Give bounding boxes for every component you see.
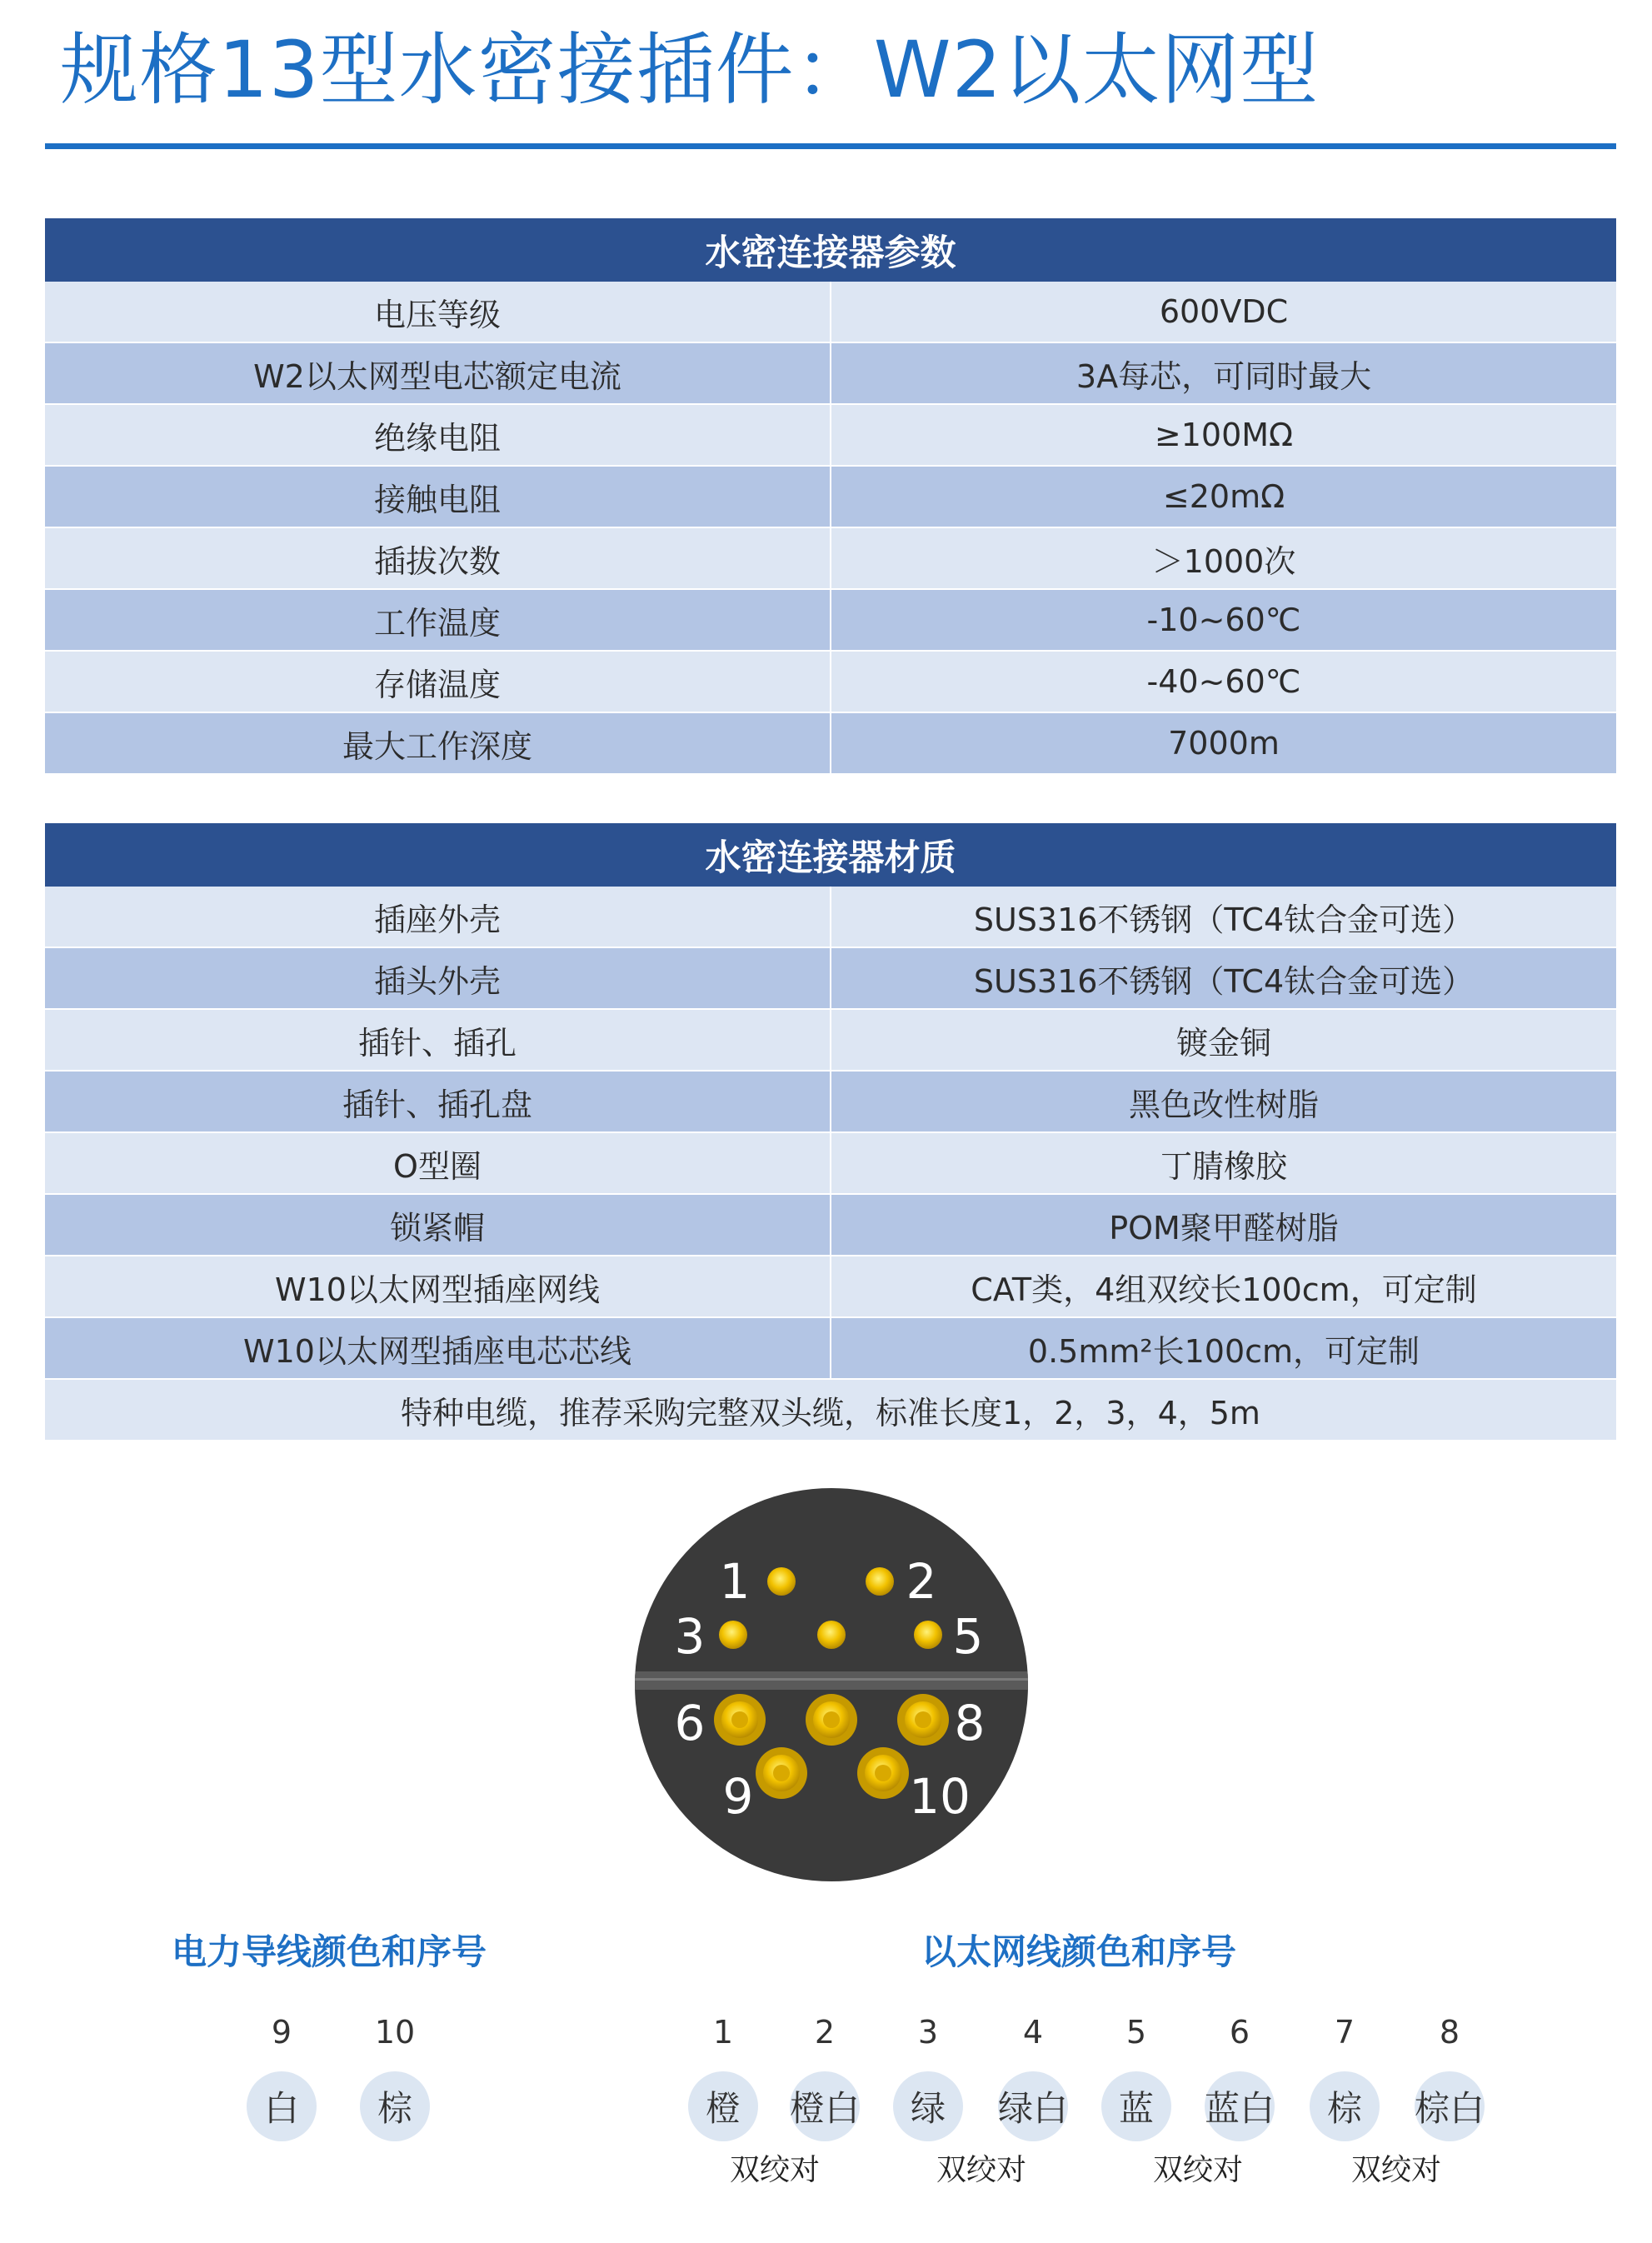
param-label: 绝缘电阻: [45, 405, 831, 465]
socket-6: [714, 1694, 766, 1746]
param-label: W2以太网型电芯额定电流: [45, 343, 831, 403]
param-value: 600VDC: [1159, 293, 1289, 330]
socket-7: [806, 1694, 857, 1746]
table-row: [45, 712, 1616, 773]
material-label: 锁紧帽: [45, 1195, 831, 1255]
wire-color-badge: 蓝: [1101, 2071, 1171, 2141]
table-row: [45, 403, 1616, 465]
cable-note: 特种电缆，推荐采购完整双头缆，标准长度1，2，3，4，5m: [401, 1394, 1260, 1431]
table-row: [45, 947, 1616, 1008]
param-label: 插拔次数: [45, 528, 831, 588]
twisted-pair-label: 双绞对: [729, 2153, 820, 2187]
table-row: [45, 282, 1616, 342]
wire-color-badge: 橙: [688, 2071, 758, 2141]
param-value: 3A每芯，可同时最大: [1076, 357, 1372, 395]
param-value: ≥100MΩ: [1154, 417, 1294, 453]
material-table-header: 水密连接器材质: [45, 823, 1616, 887]
ethernet-wire-item: [893, 2010, 963, 2141]
table-row: [45, 1131, 1616, 1193]
twisted-pair-label: 双绞对: [936, 2153, 1026, 2187]
material-label: W10以太网型插座电芯芯线: [45, 1318, 831, 1378]
wire-number: 10: [374, 2014, 416, 2051]
wire-number: 1: [712, 2014, 734, 2051]
table-row: [45, 1008, 1616, 1070]
ethernet-wire-item: [1415, 2010, 1485, 2141]
wire-color-badge: 绿: [893, 2071, 963, 2141]
twisted-pair-label: 双绞对: [1152, 2153, 1243, 2187]
wire-color-badge: 棕白: [1415, 2071, 1485, 2141]
power-wire-item: [247, 2010, 317, 2141]
wire-number: 6: [1229, 2014, 1250, 2051]
pin-1: [767, 1567, 796, 1596]
table-row: [45, 527, 1616, 588]
table-row: [45, 650, 1616, 712]
wire-number: 3: [917, 2014, 939, 2051]
material-value: SUS316不锈钢（TC4钛合金可选）: [973, 901, 1475, 938]
wire-color-badge: 棕: [1310, 2071, 1380, 2141]
param-value: -40~60℃: [1146, 663, 1301, 700]
ethernet-wire-item: [1205, 2010, 1275, 2141]
param-value: ＞1000次: [1151, 542, 1296, 580]
param-label: 接触电阻: [45, 467, 831, 527]
pin-2: [866, 1567, 894, 1596]
param-label: 最大工作深度: [45, 713, 831, 773]
power-wire-item: [360, 2010, 430, 2141]
pin-number: 8: [954, 1695, 986, 1751]
material-value: CAT类，4组双绞长100cm，可定制: [971, 1271, 1477, 1308]
material-value: POM聚甲醛树脂: [1109, 1209, 1339, 1246]
power-legend-title: 电力导线颜色和序号: [172, 1931, 487, 1972]
pin-number: 1: [719, 1553, 751, 1610]
material-value: 黑色改性树脂: [1128, 1086, 1319, 1123]
page-title: 规格13型水密接插件：W2以太网型: [60, 25, 1320, 116]
material-table: [45, 823, 1616, 1440]
wire-color-badge: 橙白: [790, 2071, 860, 2141]
material-label: 插头外壳: [45, 948, 831, 1008]
ethernet-wire-item: [1310, 2010, 1380, 2141]
wire-color-badge: 棕: [360, 2071, 430, 2141]
param-label: 工作温度: [45, 590, 831, 650]
table-row: [45, 887, 1616, 947]
table-row: [45, 1316, 1616, 1378]
material-label: 插座外壳: [45, 887, 831, 947]
table-row: [45, 1070, 1616, 1131]
param-value: 7000m: [1168, 725, 1280, 762]
pin-3: [719, 1621, 747, 1649]
param-value: -10~60℃: [1146, 602, 1301, 638]
pin-number: 6: [674, 1695, 706, 1751]
twisted-pair-label: 双绞对: [1350, 2153, 1441, 2187]
table-row: [45, 465, 1616, 527]
param-value: ≤20mΩ: [1162, 478, 1285, 515]
ethernet-wire-item: [688, 2010, 758, 2141]
pin-4: [817, 1621, 846, 1649]
pin-5: [914, 1621, 942, 1649]
material-value: SUS316不锈钢（TC4钛合金可选）: [973, 962, 1475, 1000]
wire-number: 5: [1125, 2014, 1147, 2051]
wire-color-badge: 绿白: [998, 2071, 1068, 2141]
param-label: 存储温度: [45, 652, 831, 712]
table-row: [45, 1255, 1616, 1316]
wire-number: 8: [1439, 2014, 1460, 2051]
material-label: 插针、插孔盘: [45, 1072, 831, 1131]
material-label: W10以太网型插座网线: [45, 1256, 831, 1316]
socket-10: [857, 1747, 909, 1799]
title-divider: [45, 143, 1616, 149]
pin-number: 2: [906, 1553, 937, 1610]
connector-face-diagram: [631, 1481, 1031, 1890]
table-row: [45, 588, 1616, 650]
pin-number: 3: [674, 1608, 706, 1665]
ethernet-wire-item: [1101, 2010, 1171, 2141]
wire-number: 7: [1334, 2014, 1355, 2051]
params-table: [45, 218, 1616, 773]
material-value: 镀金铜: [1175, 1024, 1271, 1062]
material-label: 插针、插孔: [45, 1010, 831, 1070]
table-row: [45, 342, 1616, 403]
pin-number: 10: [909, 1768, 971, 1825]
wire-number: 2: [814, 2014, 836, 2051]
ethernet-wire-item: [790, 2010, 860, 2141]
pin-number: 5: [952, 1608, 984, 1665]
params-table-header: 水密连接器参数: [45, 218, 1616, 282]
wire-number: 4: [1022, 2014, 1044, 2051]
socket-9: [756, 1747, 807, 1799]
param-label: 电压等级: [45, 282, 831, 342]
material-value: 丁腈橡胶: [1160, 1147, 1287, 1185]
wire-color-badge: 蓝白: [1205, 2071, 1275, 2141]
pin-number: 9: [722, 1768, 754, 1825]
ethernet-wire-item: [998, 2010, 1068, 2141]
table-row: [45, 1193, 1616, 1255]
socket-8: [897, 1694, 949, 1746]
wire-color-badge: 白: [247, 2071, 317, 2141]
material-label: O型圈: [45, 1133, 831, 1193]
material-value: 0.5mm²长100cm，可定制: [1027, 1332, 1420, 1370]
ethernet-legend-title: 以太网线颜色和序号: [921, 1931, 1237, 1972]
wire-number: 9: [271, 2014, 292, 2051]
table-note-row: [45, 1378, 1616, 1440]
